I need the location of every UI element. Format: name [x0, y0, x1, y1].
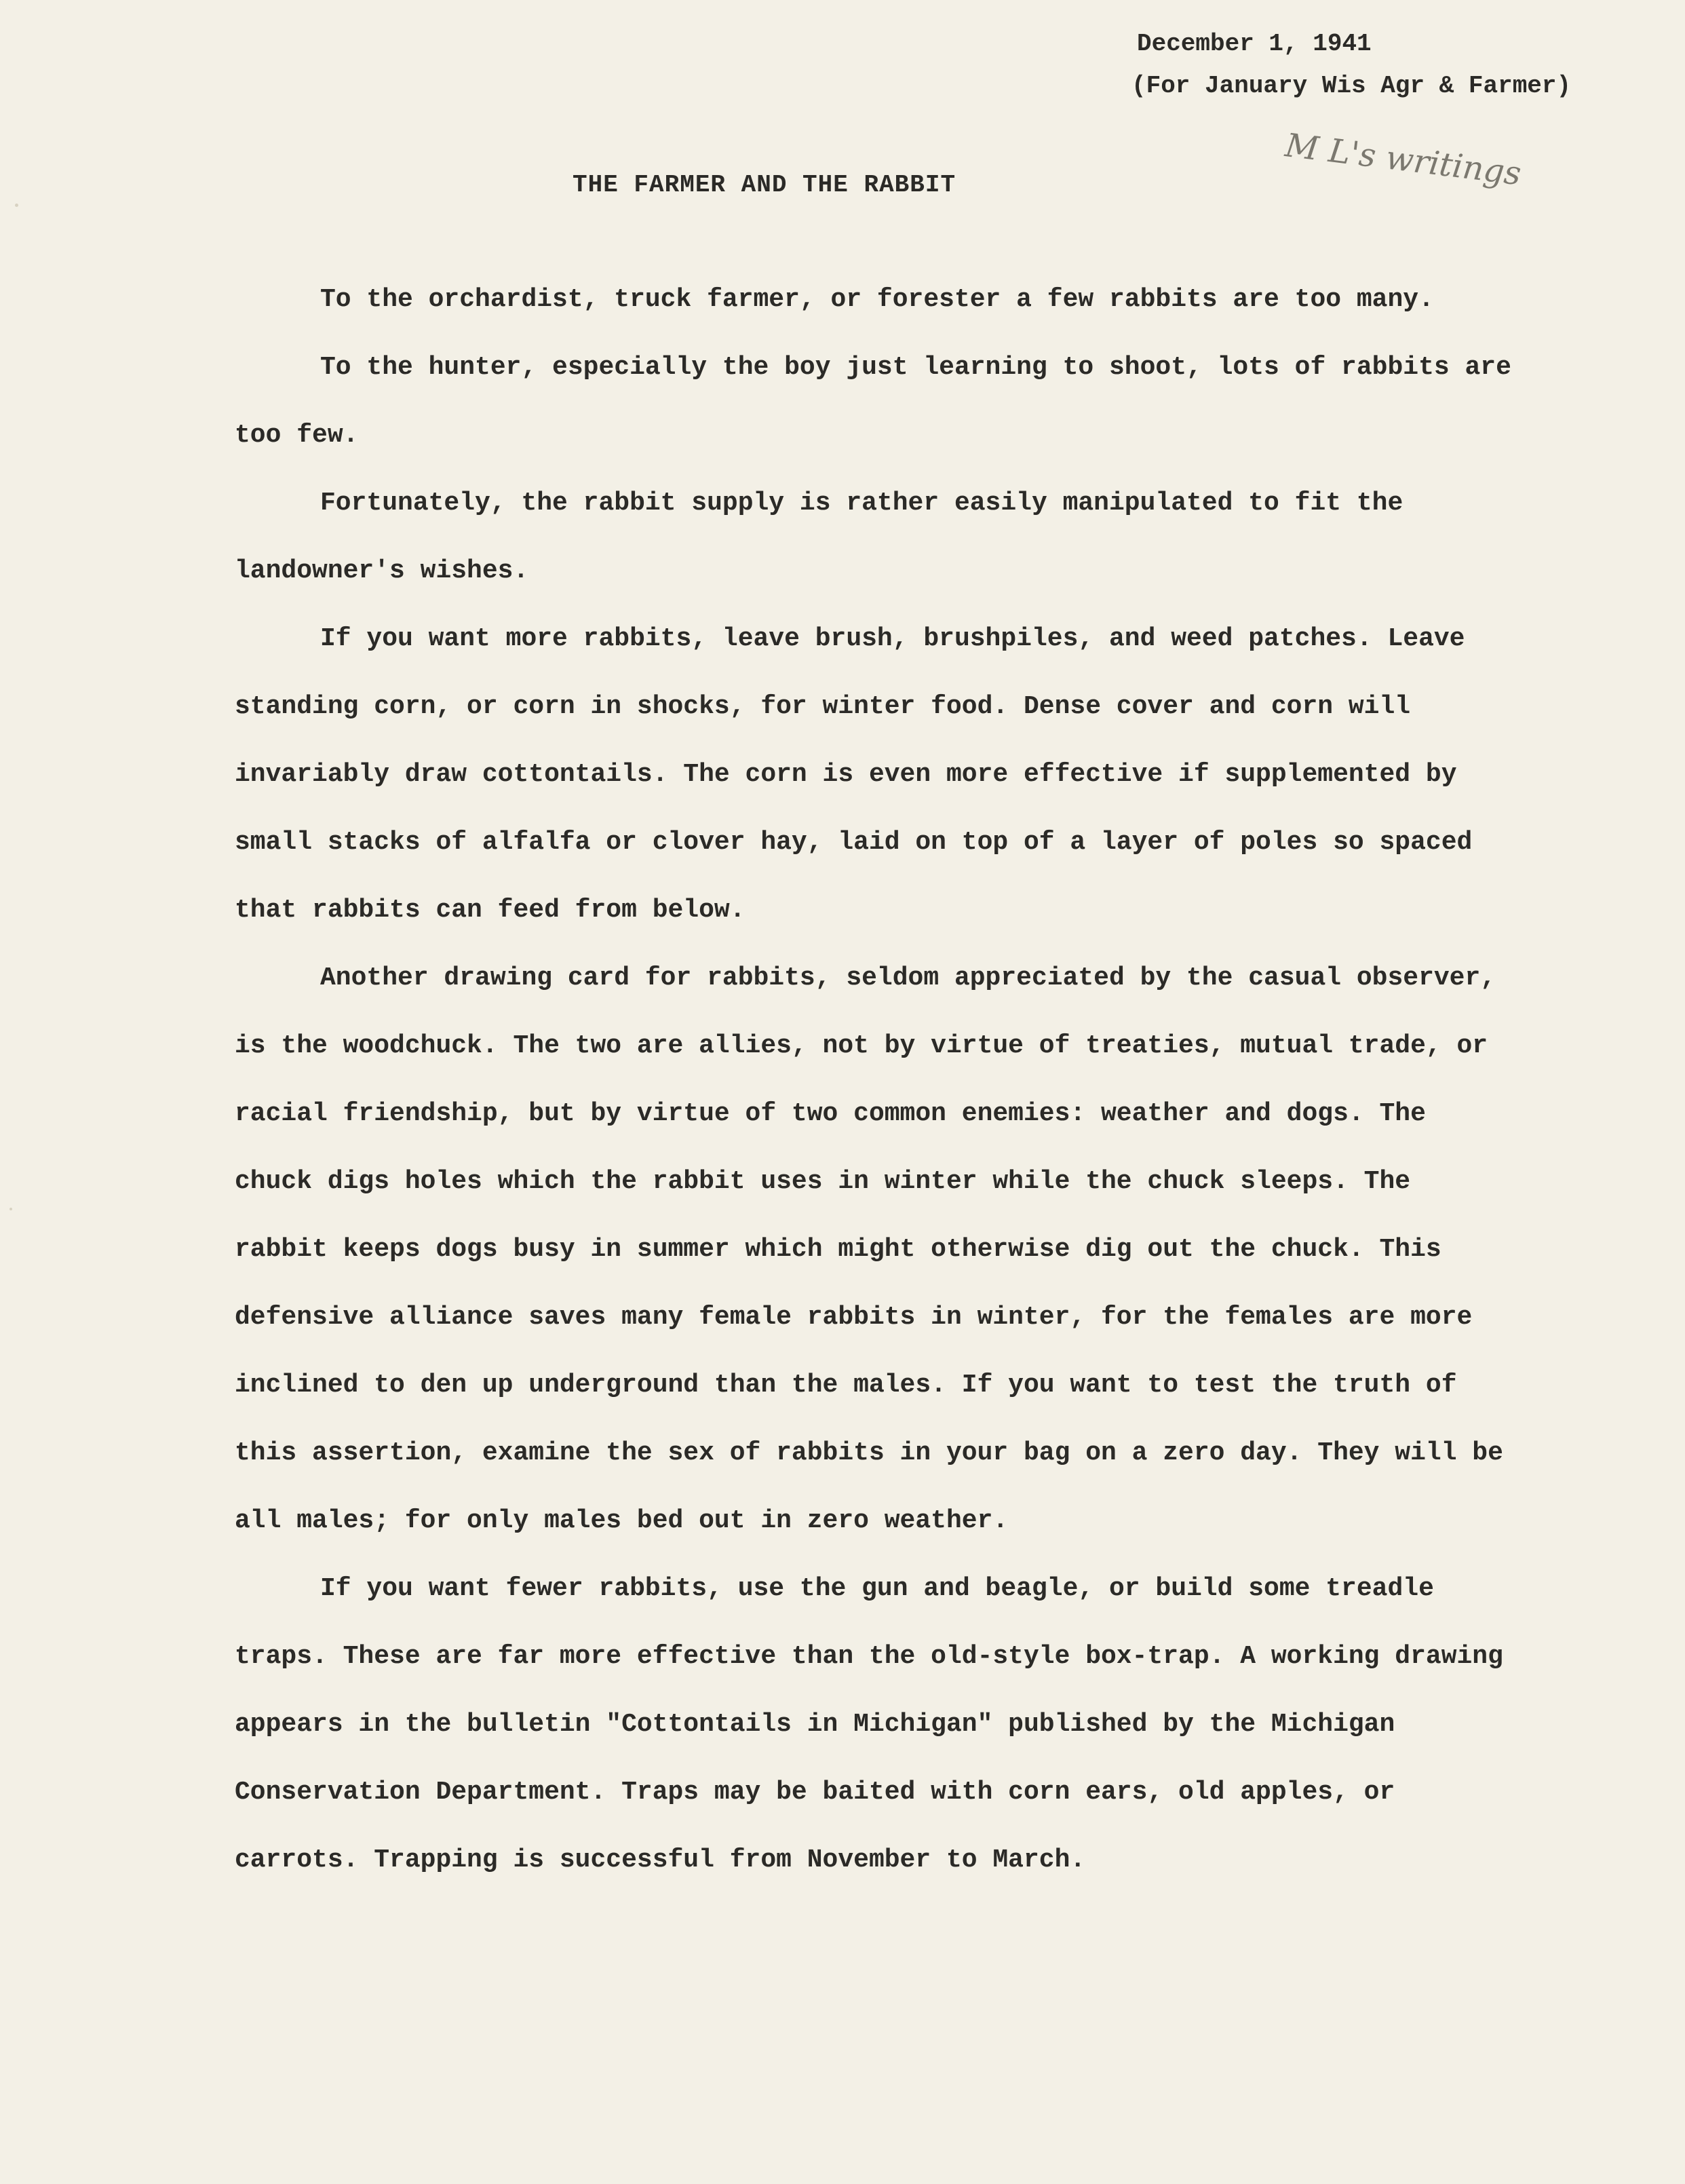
article-body [235, 266, 1517, 1894]
header-block [1131, 23, 1647, 107]
paragraph-6: If you want fewer rabbits, use the gun and beagle, or build some treadle traps. These are far more effective than the old-style box-trap. A working drawing appears in the bulletin "Cottontails in Michigan" published by the Michigan Conservation Department. Traps may be baited with corn ears, old apples, or carrots. Trapping is successful from November to March. [235, 1574, 1503, 1875]
header-date: December 1, 1941 [1137, 30, 1372, 58]
paper-speck [15, 204, 18, 207]
publication-note: (For January Wis Agr & Farmer) [1131, 72, 1572, 100]
handwritten-annotation: M L's writings [1283, 126, 1524, 193]
document-title: THE FARMER AND THE RABBIT [573, 171, 956, 199]
paragraph-3: Fortunately, the rabbit supply is rather easily manipulated to fit the landowner's wishes. [235, 488, 1403, 586]
paper-speck [9, 1208, 12, 1210]
paragraph-2: To the hunter, especially the boy just learning to shoot, lots of rabbits are too few. [235, 353, 1511, 450]
paragraph-5: Another drawing card for rabbits, seldom appreciated by the casual observer, is the woodchuck. The two are allies, not by virtue of treaties, mutual trade, or racial friendship, but by virtue of two common enemies: weather and dogs. The chuck digs holes which the rabbit uses in winter while the chuck sleeps. The rabbit keeps dogs busy in summer which might otherwise dig out the chuck. This defensive alliance saves many female rabbits in winter, for the females are more inclined to den up underground than the males. If you want to test the truth of this assertion, examine the sex of rabbits in your bag on a zero day. They will be all males; for only males bed out in zero weather. [235, 963, 1503, 1535]
paragraph-4: If you want more rabbits, leave brush, brushpiles, and weed patches. Leave standing corn, or corn in shocks, for winter food. Dense cover and corn will invariably draw cottontails. The corn is even more effective if supplemented by small stacks of alfalfa or clover hay, laid on top of a layer of poles so spaced that rabbits can feed from below. [235, 624, 1473, 925]
paragraph-1: To the orchardist, truck farmer, or forester a few rabbits are too many. [320, 285, 1434, 314]
